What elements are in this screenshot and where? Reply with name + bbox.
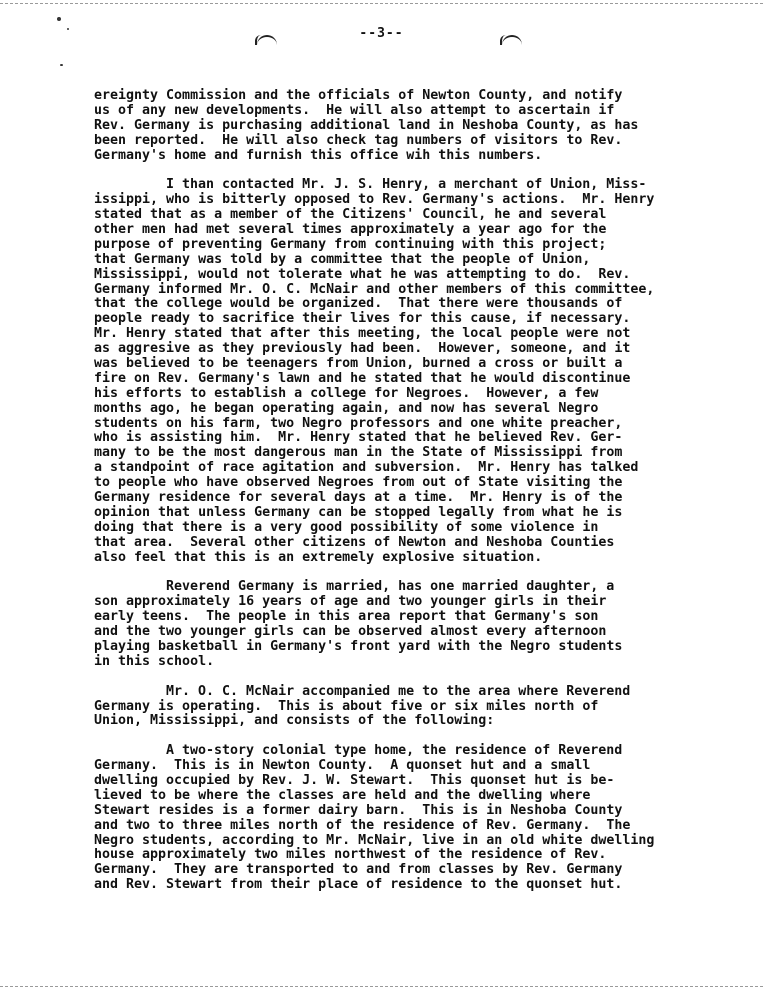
text-line: been reported. He will also check tag numbers of visitors to Rev.	[94, 132, 623, 148]
text-line: months ago, he began operating again, and now has several Negro	[94, 400, 599, 416]
text-line: son approximately 16 years of age and two younger girls in their	[94, 594, 607, 610]
text-line: stated that as a member of the Citizens' Council, he and several	[94, 207, 607, 223]
paragraph	[94, 89, 734, 163]
paragraph	[94, 744, 734, 893]
ink-speck	[60, 64, 63, 66]
text-line: purpose of preventing Germany from continuing with this project;	[94, 236, 607, 252]
text-line: Germany. This is in Newton County. A quonset hut and a small	[94, 758, 591, 774]
text-line: ereignty Commission and the officials of Newton County, and notify	[94, 88, 623, 103]
text-line: early teens. The people in this area report that Germany's son	[94, 609, 599, 625]
text-line: playing basketball in Germany's front yard with the Negro students	[94, 638, 623, 654]
text-line: students on his farm, two Negro professors and one white preacher,	[94, 415, 623, 431]
text-line: fire on Rev. Germany's lawn and he stated that he would discontinue	[94, 370, 631, 386]
text-line: and two to three miles north of the residence of Rev. Germany. The	[94, 817, 631, 833]
ink-speck	[57, 17, 61, 21]
page-number: --3--	[359, 26, 404, 41]
paragraph	[94, 580, 734, 669]
text-line: Mr. Henry stated that after this meeting, the local people were not	[94, 326, 631, 342]
text-line: a standpoint of race agitation and subversion. Mr. Henry has talked	[94, 460, 639, 476]
text-line: Mr. O. C. McNair accompanied me to the area where Reverend	[166, 683, 631, 699]
paragraph	[94, 178, 734, 565]
text-line: Rev. Germany is purchasing additional land in Neshoba County, as has	[94, 117, 639, 133]
text-line: dwelling occupied by Rev. J. W. Stewart. This quonset hut is be-	[94, 772, 615, 788]
text-line: Germany's home and furnish this office wih this numbers.	[94, 147, 543, 163]
text-line: Germany informed Mr. O. C. McNair and other members of this committee,	[94, 281, 655, 297]
text-line: Germany. They are transported to and from classes by Rev. Germany	[94, 862, 623, 878]
text-line: other men had met several times approximately a year ago for the	[94, 222, 607, 238]
text-line: I than contacted Mr. J. S. Henry, a merchant of Union, Miss-	[166, 177, 647, 193]
paragraph	[94, 685, 734, 730]
text-line: A two-story colonial type home, the residence of Reverend	[166, 743, 623, 759]
text-line: was believed to be teenagers from Union, burned a cross or built a	[94, 356, 623, 372]
text-line: Stewart resides is a former dairy barn. This is in Neshoba County	[94, 802, 623, 818]
text-line: who is assisting him. Mr. Henry stated that he believed Rev. Ger-	[94, 430, 623, 446]
text-line: that Germany was told by a committee that the people of Union,	[94, 251, 591, 267]
text-line: Union, Mississippi, and consists of the following:	[94, 713, 495, 729]
text-line: Germany is operating. This is about five or six miles north of	[94, 698, 599, 714]
text-line: issippi, who is bitterly opposed to Rev. Germany's actions. Mr. Henry	[94, 192, 655, 208]
text-line: house approximately two miles northwest of the residence of Rev.	[94, 847, 607, 863]
text-line: that area. Several other citizens of Newton and Neshoba Counties	[94, 534, 615, 550]
text-line: his efforts to establish a college for Negroes. However, a few	[94, 385, 599, 401]
text-line: in this school.	[94, 653, 215, 669]
text-line: opinion that unless Germany can be stopped legally from what he is	[94, 504, 623, 520]
text-line: also feel that this is an extremely explosive situation.	[94, 549, 543, 565]
text-line: and the two younger girls can be observed almost every afternoon	[94, 624, 607, 640]
text-line: Negro students, according to Mr. McNair, live in an old white dwelling	[94, 832, 655, 848]
text-line: and Rev. Stewart from their place of residence to the quonset hut.	[94, 877, 623, 893]
text-line: Mississippi, would not tolerate what he was attempting to do. Rev.	[94, 266, 631, 282]
bottom-perforation-edge	[0, 986, 763, 987]
text-line: people ready to sacrifice their lives for this cause, if necessary.	[94, 311, 631, 327]
top-perforation-edge	[0, 3, 763, 4]
text-line: lieved to be where the classes are held and the dwelling where	[94, 787, 591, 803]
text-line: many to be the most dangerous man in the State of Mississippi from	[94, 445, 623, 461]
document-body	[94, 89, 734, 908]
text-line: us of any new developments. He will also attempt to ascertain if	[94, 102, 615, 118]
text-line: to people who have observed Negroes from out of State visiting the	[94, 475, 623, 491]
text-line: doing that there is a very good possibility of some violence in	[94, 519, 599, 535]
text-line: that the college would be organized. That there were thousands of	[94, 296, 623, 312]
text-line: Reverend Germany is married, has one married daughter, a	[166, 579, 615, 595]
text-line: as aggresive as they previously had been. However, someone, and it	[94, 341, 631, 357]
text-line: Germany residence for several days at a time. Mr. Henry is of the	[94, 490, 623, 506]
